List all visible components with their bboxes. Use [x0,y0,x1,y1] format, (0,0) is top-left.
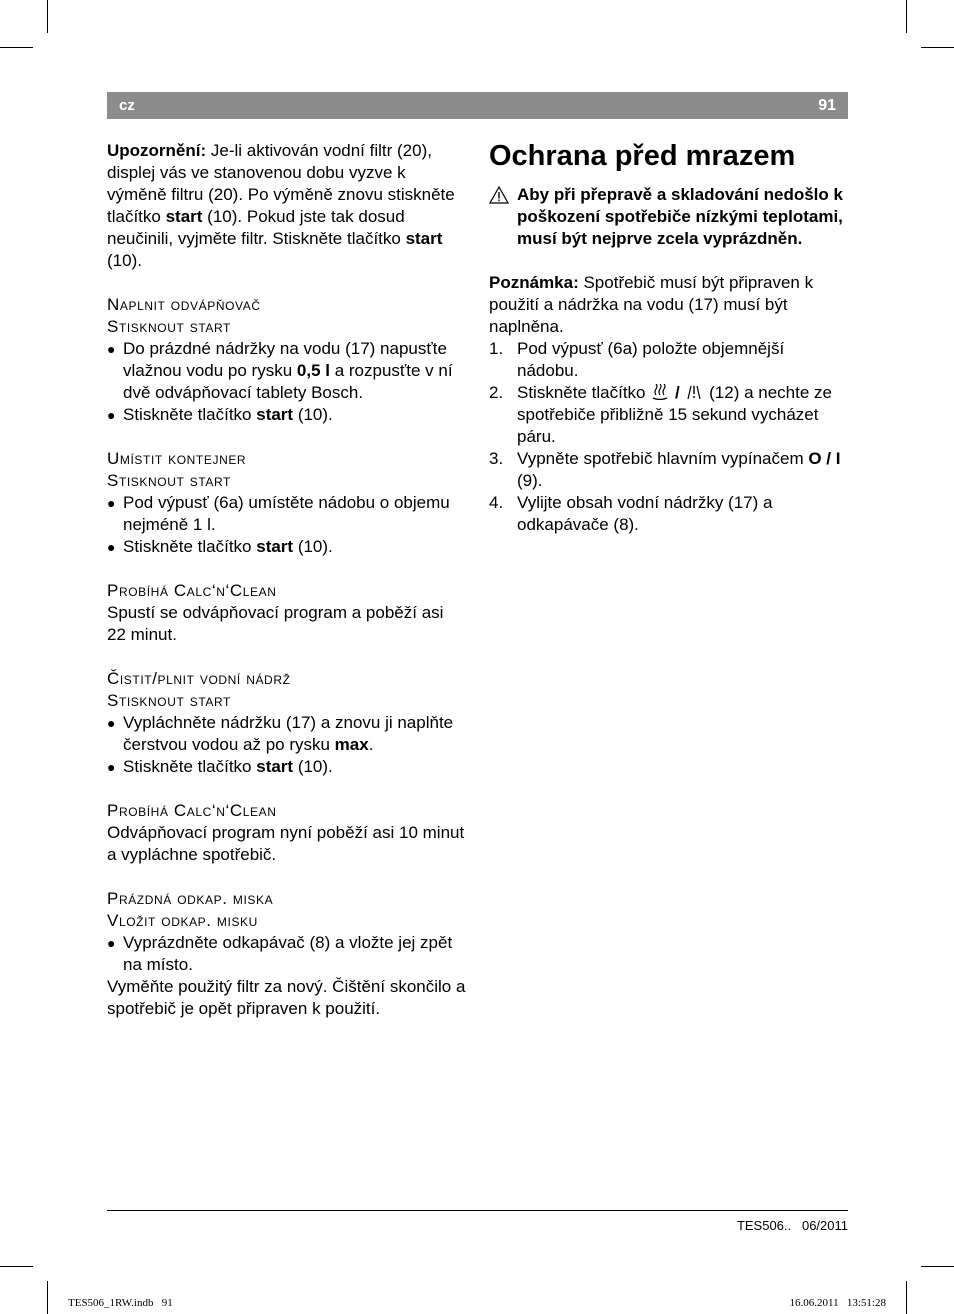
list-item: 2. Stiskněte tlačítko / (12) a nechte ze spotřebiče přibližně 15 sekund vycházet páru. [489,383,832,446]
paragraph: Vyměňte použitý filtr za nový. Čištění skončilo a spotřebič je opět připraven k použití. [107,977,466,1018]
list-item: 1. Pod výpusť (6a) položte objemnější nádobu. [489,339,785,380]
display-message: Čistit/plnit vodní nádrž [107,669,291,688]
section-place-container [107,448,467,558]
list-item: 4. Vylijte obsah vodní nádržky (17) a odkapávače (8). [489,493,773,534]
section-calc-running [107,580,467,646]
display-message: Stisknout start [107,471,231,490]
bullet-list [107,932,467,976]
note-label: Upozornění: [107,141,207,160]
crop-mark [0,1266,33,1267]
section-title: Ochrana před mrazem [489,140,796,172]
display-message: Stisknout start [107,691,231,710]
crop-mark [921,47,954,48]
paragraph: Spustí se odvápňovací program a poběží asi 22 minut. [107,603,444,644]
bullet-list [107,338,467,426]
calc-warning-icon [684,384,704,400]
list-item: ● Vypláchněte nádržku (17) a znovu ji naplňte čerstvou vodou až po rysku max. [107,712,467,756]
list-item: ● Stiskněte tlačítko start (10). [107,404,467,426]
list-item: ● Do prázdné nádržky na vodu (17) napusťte vlažnou vodu po rysku 0,5 l a rozpusťte v ní dvě odvápňovací tablety Bosch. [107,338,467,404]
print-slug-date: 16.06.2011 13:51:28 [789,1297,886,1309]
section-fill-descaler [107,294,467,426]
display-message: Prázdná odkap. miska [107,889,274,908]
paragraph: Odvápňovací program nyní poběží asi 10 minut a vypláchne spotřebič. [107,823,465,864]
crop-mark [906,0,907,33]
list-item: ● Pod výpusť (6a) umístěte nádobu o objemu nejméně 1 l. [107,492,467,536]
list-item: ● Stiskněte tlačítko start (10). [107,536,467,558]
list-item: ● Stiskněte tlačítko start (10). [107,756,467,778]
section-drip-tray [107,888,467,1020]
warning-text: Aby při přepravě a skladování nedošlo k poškození spotřebiče nízkými teplotami, musí být nejprve zcela vyprázdněn. [517,185,843,248]
crop-mark [906,1281,907,1314]
list-item: 3. Vypněte spotřebič hlavním vypínačem O / I (9). [489,449,841,490]
display-message: Vložit odkap. misku [107,911,258,930]
note-paragraph: Poznámka: Spotřebič musí být připraven k použití a nádržka na vodu (17) musí být naplněna. [489,273,814,336]
steam-icon [650,384,670,400]
crop-mark [921,1266,954,1267]
bullet-list [107,492,467,558]
left-column [107,140,467,1020]
crop-mark [0,47,33,48]
page-header-bar [107,92,848,119]
filter-note: Upozornění: Je-li aktivován vodní filtr (20), displej vás ve stanovenou dobu vyzve k výměně filtru (20). Po výměně znovu stiskněte tlačítko start (10). Pokud jste tak dosud neučinili, vyjměte filtr. Stiskněte tlačítko start (10). [107,141,455,270]
print-slug-file: TES506_1RW.indb 91 [68,1297,173,1309]
crop-mark [47,1281,48,1314]
page-number: 91 [818,97,836,114]
display-message: Stisknout start [107,317,231,336]
display-message: Probíhá Calc‘n‘Clean [107,801,277,820]
warning-icon [489,186,509,204]
steps-list [489,338,849,536]
crop-mark [47,0,48,33]
note-label: Poznámka: [489,273,579,292]
list-item: ● Vyprázdněte odkapávač (8) a vložte jej zpět na místo. [107,932,467,976]
display-message: Naplnit odvápňovač [107,295,261,314]
right-column [489,140,849,536]
warning-block [489,184,849,250]
display-message: Probíhá Calc‘n‘Clean [107,581,277,600]
section-calc-running-2 [107,800,467,866]
display-message: Umístit kontejner [107,449,247,468]
section-rinse-tank [107,668,467,778]
footer-rule [107,1210,848,1211]
language-code: cz [119,97,135,114]
footer-model: TES506.. 06/2011 [736,1218,848,1233]
bullet-list [107,712,467,778]
